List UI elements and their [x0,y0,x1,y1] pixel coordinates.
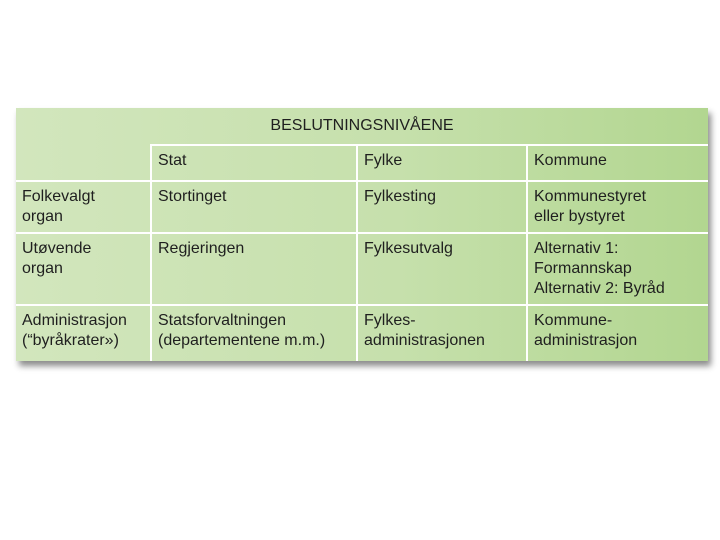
decision-levels-table [16,108,708,361]
table-cell: Fylkes- administrasjonen [364,312,485,349]
column-header-kommune: Kommune [534,152,607,169]
table-cell: Fylkesting [364,188,437,205]
row-label-folkevalgt: Folkevalgt organ [22,188,95,225]
table-cell: Alternativ 1: Formannskap Alternativ 2: Byråd [534,240,665,297]
table-cell: Regjeringen [158,240,245,257]
table-title: BESLUTNINGSNIVÅENE [270,117,454,134]
table-cell: Fylkesutvalg [364,240,453,257]
table-cell: Kommune- administrasjon [534,312,638,349]
table-cell: Statsforvaltningen (departementene m.m.) [158,312,326,349]
row-label-administrasjon: Administrasjon (“byråkrater») [22,312,127,349]
table-cell: Kommunestyret eller bystyret [534,188,647,225]
row-label-utovende: Utøvende organ [22,240,92,277]
column-header-stat: Stat [158,152,187,169]
column-header-fylke: Fylke [364,152,403,169]
table-cell: Stortinget [158,188,227,205]
